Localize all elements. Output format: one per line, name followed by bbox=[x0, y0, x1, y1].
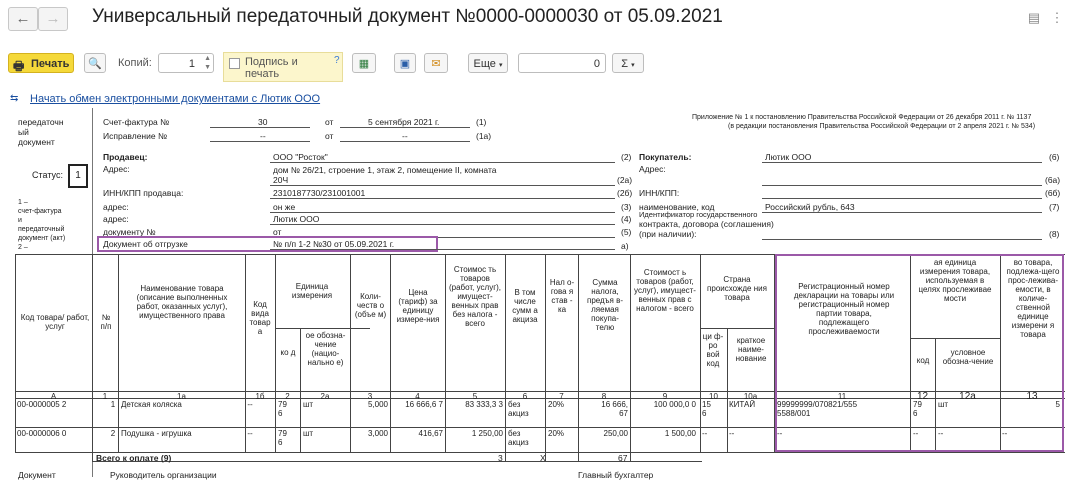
cell-kind: -- bbox=[247, 400, 253, 409]
correction-n: (1а) bbox=[476, 131, 492, 141]
sign-and-stamp-toggle[interactable] bbox=[223, 52, 343, 82]
status-note-6: 2 – bbox=[18, 244, 28, 251]
cell-cost-wo: 1 250,00 bbox=[471, 429, 503, 438]
correction-no: -- bbox=[260, 131, 266, 141]
shipdoc-n: а) bbox=[621, 241, 629, 251]
sum-mode-button[interactable] bbox=[612, 53, 644, 73]
correction-date: -- bbox=[402, 131, 408, 141]
correction-from: от bbox=[325, 131, 334, 141]
cell-qty: 3,000 bbox=[367, 429, 388, 438]
contract-label-2: контракта, договора (соглашения) bbox=[639, 219, 774, 229]
chevron-down-icon: ▾ bbox=[498, 62, 503, 69]
cell-code: 00-0000006 0 bbox=[17, 429, 67, 438]
paydoc-n: (5) bbox=[621, 227, 632, 237]
idx: А bbox=[50, 392, 57, 401]
sign-label-1: Подпись и bbox=[245, 56, 298, 68]
table-row[interactable] bbox=[0, 400, 1069, 426]
invoice-no: 30 bbox=[258, 117, 268, 127]
consignee-label: адрес: bbox=[103, 214, 129, 224]
idx: 2 bbox=[285, 392, 290, 401]
table-row[interactable] bbox=[0, 429, 1069, 451]
copies-value: 1 bbox=[188, 58, 195, 70]
seller-inn-n: (2б) bbox=[617, 188, 633, 198]
cell-excise: без акциз bbox=[508, 400, 529, 418]
th-qty: Коли-честв о (объе м) bbox=[354, 292, 387, 319]
cell-ucode: 79 6 bbox=[278, 429, 287, 447]
th-trace-qty: во товара, подлежа-щего прос-лежива-емости, в количе-ственной единице измерени я товара bbox=[1006, 258, 1060, 339]
stepper-icon[interactable]: ▲ ▼ bbox=[204, 55, 211, 71]
save-button[interactable] bbox=[394, 53, 416, 73]
th-code: Код товара/ работ, услуг bbox=[20, 313, 90, 331]
th-unit-name: ое обозна-чение (нацио-нально е) bbox=[305, 331, 346, 367]
print-label: Печать bbox=[31, 58, 70, 70]
th-unit-code: ко д bbox=[280, 348, 296, 357]
idx: 12а bbox=[959, 392, 976, 401]
forward-button[interactable]: → bbox=[38, 7, 68, 31]
footer-head: Руководитель организации bbox=[110, 470, 217, 480]
status-note-5: документ (акт) bbox=[18, 235, 66, 242]
th-num: № п/п bbox=[100, 313, 112, 331]
th-cost-w: Стоимост ь товаров (работ, услуг), имущест-венных прав с налогом - всего bbox=[634, 268, 696, 313]
email-button[interactable] bbox=[424, 53, 448, 73]
cell-cname: КИТАЙ bbox=[729, 400, 756, 409]
cell-cost-w: 100 000,0 0 bbox=[653, 400, 696, 409]
preview-icon: 🔍 bbox=[88, 58, 102, 70]
printer-icon: 🖶 bbox=[13, 59, 25, 73]
idx: 8 bbox=[601, 392, 607, 401]
correction-label: Исправление № bbox=[103, 131, 168, 141]
menu-icon[interactable]: ⋮ bbox=[1050, 10, 1064, 25]
more-button[interactable] bbox=[468, 53, 508, 73]
th-excise: В том числе сумм а акциза bbox=[512, 288, 538, 324]
cell-n: 1 bbox=[110, 400, 116, 409]
cell-tcode: 79 6 bbox=[913, 400, 922, 418]
status-label: Статус: bbox=[32, 170, 63, 180]
cell-tax: 16 666, 67 bbox=[601, 400, 628, 418]
cell-excise: без акциз bbox=[508, 429, 529, 447]
currency-label: наименование, код bbox=[639, 202, 715, 212]
th-country-name: краткое наиме-нование bbox=[735, 336, 767, 363]
total-label: Всего к оплате (9) bbox=[96, 453, 172, 463]
save-icon[interactable]: ▤ bbox=[1027, 10, 1041, 25]
th-country: Страна происхожде ния товара bbox=[707, 275, 767, 302]
idx: 7 bbox=[559, 392, 564, 401]
idx: 1б bbox=[255, 392, 265, 401]
th-tax: Сумма налога, предъя в-ляемая покупа-телю bbox=[586, 278, 623, 332]
consignee-n: (4) bbox=[621, 214, 632, 224]
total-excise: Х bbox=[540, 453, 546, 463]
cell-cost-w: 1 500,00 bbox=[664, 429, 696, 438]
th-name: Наименование товара (описание выполненных работ, оказанных услуг), имущественного права bbox=[136, 284, 228, 320]
total-tax: 67 bbox=[618, 453, 628, 463]
idx: 12 bbox=[916, 392, 929, 401]
cell-tcode: -- bbox=[913, 429, 919, 438]
cell-tqty: -- bbox=[1002, 429, 1008, 438]
buyer-address-n: (6а) bbox=[1045, 175, 1061, 185]
cell-qty: 5,000 bbox=[367, 400, 388, 409]
status-note-2: счет-фактура bbox=[18, 208, 62, 215]
document-area bbox=[0, 108, 1069, 480]
seller-inn: 2310187730/231001001 bbox=[273, 188, 366, 198]
seller-address-n: (2а) bbox=[617, 175, 633, 185]
th-unit: Единица измерения bbox=[291, 282, 333, 300]
shipper-n: (3) bbox=[621, 202, 632, 212]
sign-label-2: печать bbox=[245, 68, 280, 80]
idx: 10а bbox=[743, 392, 758, 401]
idx: 13 bbox=[1026, 392, 1038, 401]
cell-reg: -- bbox=[777, 429, 783, 438]
th-price: Цена (тариф) за единицу измере-ния bbox=[396, 288, 440, 324]
cell-tname: шт bbox=[938, 400, 949, 409]
seller-address-2: 20Ч bbox=[273, 175, 289, 185]
cell-uname: шт bbox=[303, 429, 314, 438]
cell-tqty: 5 bbox=[1055, 400, 1060, 409]
cell-price: 16 666,6 7 bbox=[405, 400, 443, 409]
cell-cost-wo: 83 333,3 3 bbox=[465, 400, 503, 409]
shipper: он же bbox=[273, 202, 296, 212]
invoice-n: (1) bbox=[476, 117, 487, 127]
invoice-label: Счет-фактура № bbox=[103, 117, 170, 127]
buyer-label: Покупатель: bbox=[639, 152, 692, 162]
preview-button[interactable] bbox=[84, 53, 106, 73]
seller-address-1: дом № 26/21, строение 1, этаж 2, помещение II, комната bbox=[273, 165, 497, 175]
currency: Российский рубль, 643 bbox=[765, 202, 855, 212]
more-label: Еще bbox=[473, 58, 496, 70]
cell-tname: -- bbox=[938, 429, 944, 438]
cell-name: Подушка - игрушка bbox=[121, 429, 192, 438]
floppy-icon: ▣ bbox=[399, 58, 411, 70]
consignee: Лютик ООО bbox=[273, 214, 320, 224]
cell-rate: 20% bbox=[548, 400, 565, 409]
page-title: Универсальный передаточный документ №0000-0000030 от 05.09.2021 bbox=[92, 6, 723, 27]
currency-n: (7) bbox=[1049, 202, 1060, 212]
shipper-label: адрес: bbox=[103, 202, 129, 212]
contract-label-1: Идентификатор государственного bbox=[639, 210, 758, 219]
idx: 3 bbox=[367, 392, 373, 401]
appendix-line-1: Приложение № 1 к постановлению Правительства Российской Федерации от 26 декабря 2011 г. № 1137 bbox=[692, 114, 1032, 121]
chevron-down-icon: ▾ bbox=[631, 62, 635, 69]
invoice-from: от bbox=[325, 117, 334, 127]
status-note-4: передаточный bbox=[18, 226, 65, 233]
idx: 2а bbox=[320, 392, 330, 401]
paydoc: от bbox=[273, 227, 282, 237]
idx: 11 bbox=[837, 392, 847, 401]
seller-address-label: Адрес: bbox=[103, 164, 130, 174]
cell-tax: 250,00 bbox=[603, 429, 628, 438]
status-note-3: и bbox=[18, 217, 22, 224]
th-kind: Код вида товар а bbox=[249, 300, 271, 336]
start-edo-link[interactable]: Начать обмен электронными документами с Лютик ООО bbox=[30, 93, 321, 105]
buyer-inn-n: (6б) bbox=[1045, 188, 1061, 198]
edit-table-icon: ▦ bbox=[358, 58, 370, 70]
th-trace-unit: ая единица измерения товара, используемая в целях прослеживае мости bbox=[918, 258, 992, 303]
cell-n: 2 bbox=[110, 429, 116, 438]
status-box: 1 bbox=[68, 164, 88, 188]
th-rate: Нал о-гова я став - ка bbox=[549, 278, 575, 314]
seller-inn-label: ИНН/КПП продавца: bbox=[103, 188, 184, 198]
doc-type-2: ый bbox=[18, 127, 29, 137]
print-button[interactable] bbox=[8, 53, 74, 73]
seller: ООО "Росток" bbox=[273, 152, 328, 162]
cell-cname: -- bbox=[729, 429, 735, 438]
cell-rate: 20% bbox=[548, 429, 565, 438]
seller-label: Продавец: bbox=[103, 152, 148, 162]
idx: 6 bbox=[522, 392, 528, 401]
idx: 5 bbox=[472, 392, 478, 401]
doc-type-1: передаточн bbox=[18, 117, 64, 127]
th-reg: Регистрационный номер декларации на товары или регистрационный номер партии товара, подлежащего прослеживаемости bbox=[793, 282, 895, 336]
footer-accountant: Главный бухгалтер bbox=[578, 470, 654, 480]
th-trace-code: код bbox=[916, 356, 930, 365]
th-trace-name: условное обозна-чение bbox=[942, 348, 994, 366]
cell-reg: 99999999/070821/555 5588/001 bbox=[777, 400, 858, 418]
idx: 10 bbox=[709, 392, 718, 401]
status-note-1: 1 – bbox=[18, 199, 28, 206]
contract-n: (8) bbox=[1049, 229, 1060, 239]
invoice-date: 5 сентября 2021 г. bbox=[368, 117, 440, 127]
total-cost-wo: 3 bbox=[498, 453, 503, 463]
cell-price: 416,67 bbox=[418, 429, 443, 438]
buyer-inn-label: ИНН/КПП: bbox=[639, 188, 680, 198]
cell-code: 00-0000005 2 bbox=[17, 400, 67, 409]
sum-field[interactable] bbox=[518, 53, 606, 73]
sum-value: 0 bbox=[593, 58, 600, 70]
shipdoc: № п/п 1-2 №30 от 05.09.2021 г. bbox=[273, 239, 395, 249]
idx: 1а bbox=[177, 392, 186, 401]
idx: 1 bbox=[102, 392, 108, 401]
copies-label: Копий: bbox=[118, 57, 152, 69]
contract-label-3: (при наличии): bbox=[639, 229, 697, 239]
cell-uname: шт bbox=[303, 400, 314, 409]
edo-icon: ⇆ bbox=[10, 93, 19, 104]
shipdoc-label: Документ об отгрузке bbox=[103, 239, 188, 249]
help-icon[interactable]: ? bbox=[334, 55, 340, 66]
back-button[interactable]: ← bbox=[8, 7, 38, 31]
footer-doc: Документ bbox=[18, 470, 56, 480]
buyer-n: (6) bbox=[1049, 152, 1060, 162]
seller-n: (2) bbox=[621, 152, 632, 162]
edit-button[interactable] bbox=[352, 53, 376, 73]
appendix-line-2: (в редакции постановления Правительства Российской Федерации от 2 апреля 2021 г. № 534) bbox=[728, 123, 1036, 130]
cell-ccode: 15 6 bbox=[702, 400, 711, 418]
buyer: Лютик ООО bbox=[765, 152, 812, 162]
cell-name: Детская коляска bbox=[121, 400, 182, 409]
envelope-icon: ✉ bbox=[431, 58, 441, 70]
th-cost-wo: Стоимос ть товаров (работ, услуг), имущест-венных прав без налога - всего bbox=[448, 265, 502, 328]
cell-kind: -- bbox=[247, 429, 253, 438]
buyer-address-label: Адрес: bbox=[639, 164, 666, 174]
idx: 4 bbox=[415, 392, 420, 401]
cell-ccode: -- bbox=[702, 429, 708, 438]
sigma-icon: Σ bbox=[621, 58, 629, 70]
checkbox[interactable] bbox=[229, 58, 240, 69]
th-country-code: ци ф-ро вой код bbox=[702, 332, 724, 368]
doc-type-3: документ bbox=[18, 137, 55, 147]
cell-ucode: 79 6 bbox=[278, 400, 287, 418]
idx: 9 bbox=[662, 392, 668, 401]
copies-input[interactable] bbox=[158, 53, 214, 73]
paydoc-label: документу № bbox=[103, 227, 156, 237]
